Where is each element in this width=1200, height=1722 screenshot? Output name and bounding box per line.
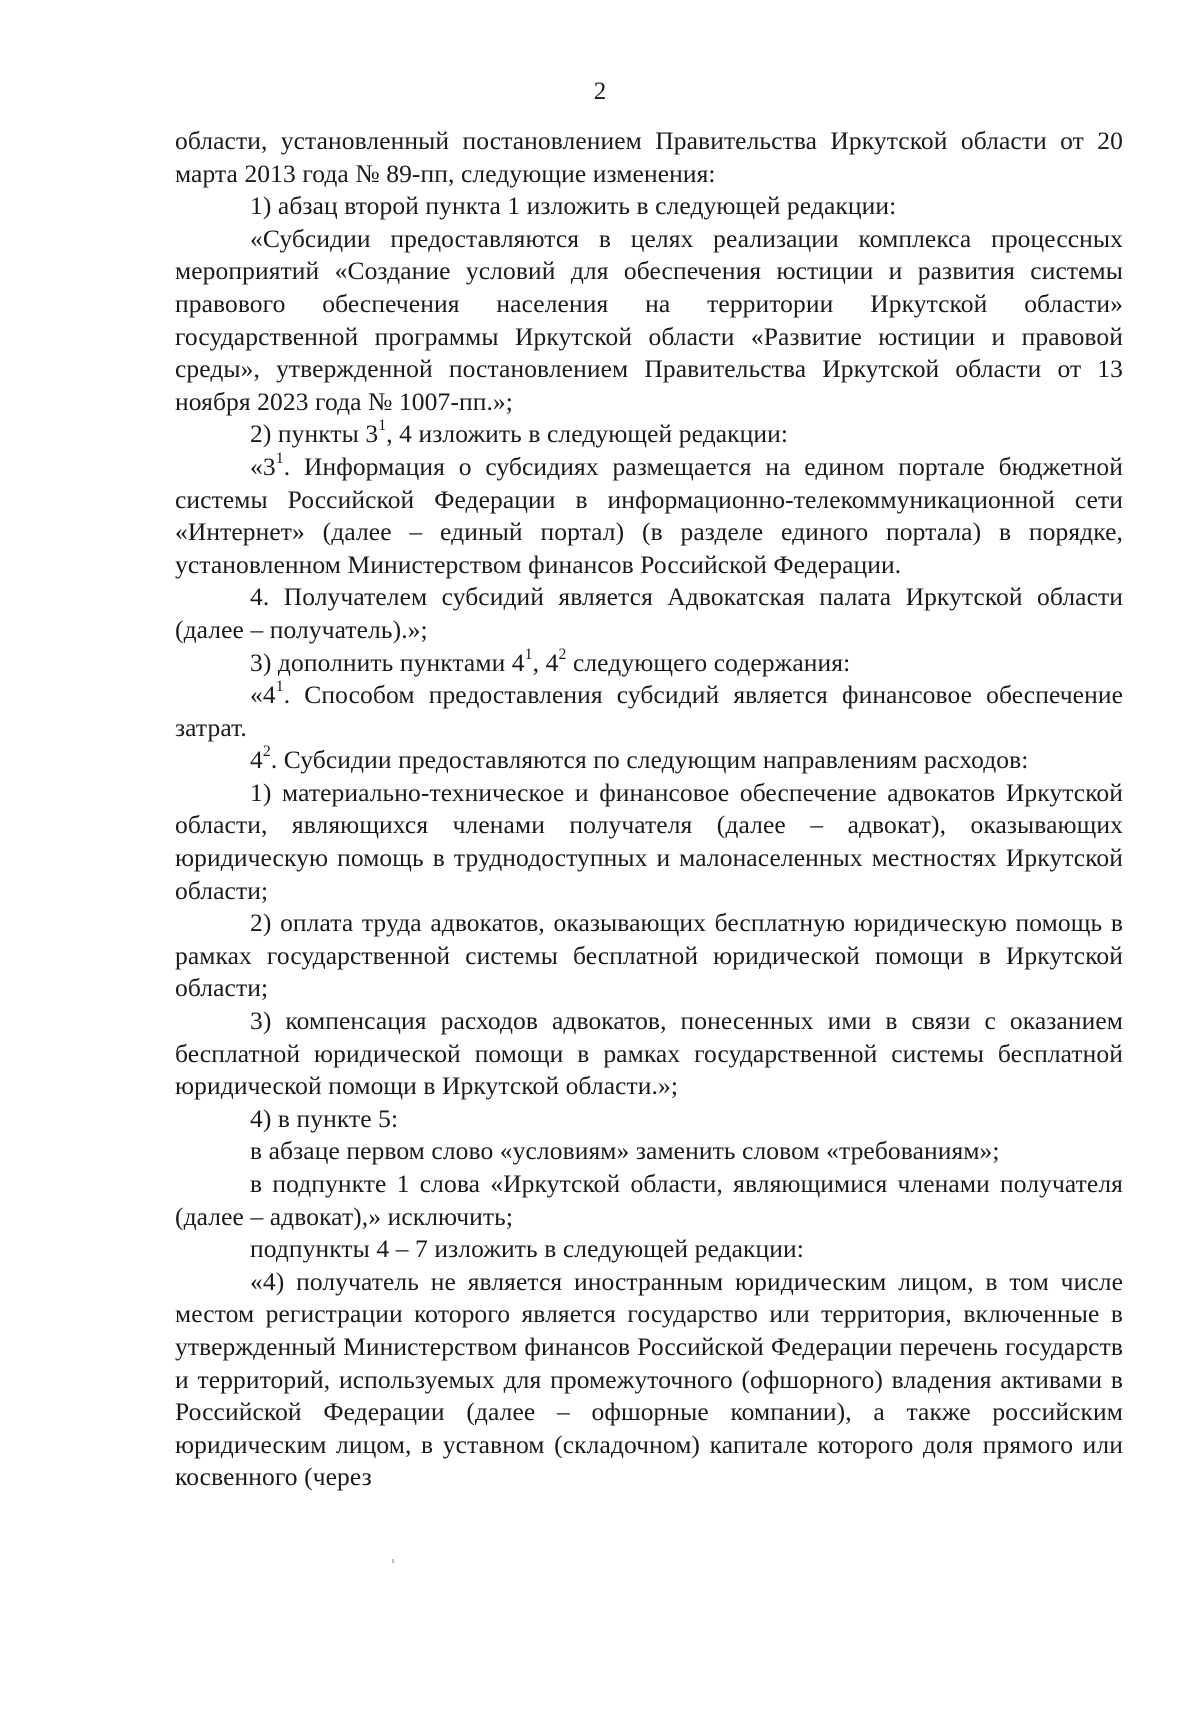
- paragraph-text: в абзаце первом слово «условиям» заменить словом «требованиям»;: [250, 1136, 1000, 1166]
- paragraph-text: «4: [250, 680, 276, 710]
- paragraph: [175, 647, 1123, 680]
- paragraph-text: 1) абзац второй пункта 1 изложить в следующей редакции:: [250, 191, 897, 221]
- paragraph: [175, 1168, 1123, 1233]
- paragraph-text: . Субсидии предоставляются по следующим направлениям расходов:: [270, 745, 1029, 775]
- paragraph-text: в подпункте 1 слова «Иркутской области, являющимися членами получателя (далее – адвокат),» исключить;: [175, 1169, 1123, 1231]
- paragraph-text: «Субсидии предоставляются в целях реализации комплекса процессных мероприятий «Создание условий для обеспечения юстиции и развития системы правового обеспечения населения на территории Иркутской области» государственной программы Иркутской области «Развитие юстиции и правовой среды», утвержденной постановлением Правительства Иркутской области от 13 ноября 2023 года № 1007-пп.»;: [175, 223, 1123, 416]
- scan-artifact: [392, 1559, 394, 1563]
- paragraph-text: 3) компенсация расходов адвокатов, понесенных ими в связи с оказанием бесплатной юридической помощи в рамках государственной системы бесплатной юридической помощи в Иркутской области.»;: [175, 1006, 1123, 1101]
- paragraph: [175, 1266, 1123, 1494]
- paragraph-text: области, установленный постановлением Правительства Иркутской области от 20 марта 2013 года № 89-пп, следующие изменения:: [175, 126, 1123, 188]
- paragraph: [175, 1135, 1123, 1168]
- page-number: 2: [593, 78, 607, 105]
- superscript: 2: [262, 743, 271, 761]
- paragraph-text: следующего содержания:: [566, 647, 851, 677]
- paragraph-text: 4: [250, 745, 263, 775]
- paragraph: [175, 581, 1123, 646]
- superscript: 1: [275, 678, 284, 696]
- paragraph: [175, 744, 1123, 777]
- paragraph-text: 4. Получателем субсидий является Адвокатская палата Иркутской области (далее – получатель).»;: [175, 582, 1123, 644]
- superscript: 2: [558, 645, 567, 663]
- document-body: [175, 125, 1123, 1494]
- paragraph-text: 1) материально-техническое и финансовое обеспечение адвокатов Иркутской области, являющихся членами получателя (далее – адвокат), оказывающих юридическую помощь в труднодоступных и малонаселенных местностях Иркутской области;: [175, 777, 1123, 905]
- paragraph: [175, 190, 1123, 223]
- superscript: 1: [275, 450, 284, 468]
- superscript: 1: [378, 417, 387, 435]
- superscript: 1: [524, 645, 533, 663]
- paragraph: [175, 451, 1123, 581]
- paragraph: [175, 223, 1123, 419]
- paragraph-text: . Информация о субсидиях размещается на едином портале бюджетной системы Российской Федерации в информационно-телекоммуникационной сети «Интернет» (далее – единый портал) (в разделе единого портала) в порядке, установленном Министерством финансов Российской Федерации.: [175, 451, 1123, 579]
- paragraph-text: , 4: [532, 647, 559, 677]
- paragraph-text: 2) пункты 3: [250, 419, 379, 449]
- paragraph: [175, 679, 1123, 744]
- paragraph-text: 2) оплата труда адвокатов, оказывающих бесплатную юридическую помощь в рамках государственной системы бесплатной юридической помощи в Иркутской области;: [175, 908, 1123, 1003]
- paragraph-text: «4) получатель не является иностранным юридическим лицом, в том числе местом регистрации которого является государство или территория, включенные в утвержденный Министерством финансов Российской Федерации перечень государств и территорий, используемых для промежуточного (офшорного) владения активами в Российской Федерации (далее – офшорные компании), а также российским юридическим лицом, в уставном (складочном) капитале которого доля прямого или косвенного (через: [175, 1266, 1123, 1492]
- paragraph: [175, 1005, 1123, 1103]
- paragraph: [175, 1103, 1123, 1136]
- paragraph-text: . Способом предоставления субсидий является финансовое обеспечение затрат.: [175, 680, 1123, 742]
- paragraph: [175, 125, 1123, 190]
- paragraph-text: подпункты 4 – 7 изложить в следующей редакции:: [250, 1234, 804, 1264]
- paragraph: [175, 1233, 1123, 1266]
- paragraph: [175, 777, 1123, 907]
- paragraph-text: 3) дополнить пунктами 4: [250, 647, 525, 677]
- paragraph: [175, 907, 1123, 1005]
- paragraph-text: , 4 изложить в следующей редакции:: [386, 419, 789, 449]
- paragraph-text: 4) в пункте 5:: [250, 1103, 399, 1133]
- paragraph: [175, 418, 1123, 451]
- paragraph-text: «3: [250, 451, 276, 481]
